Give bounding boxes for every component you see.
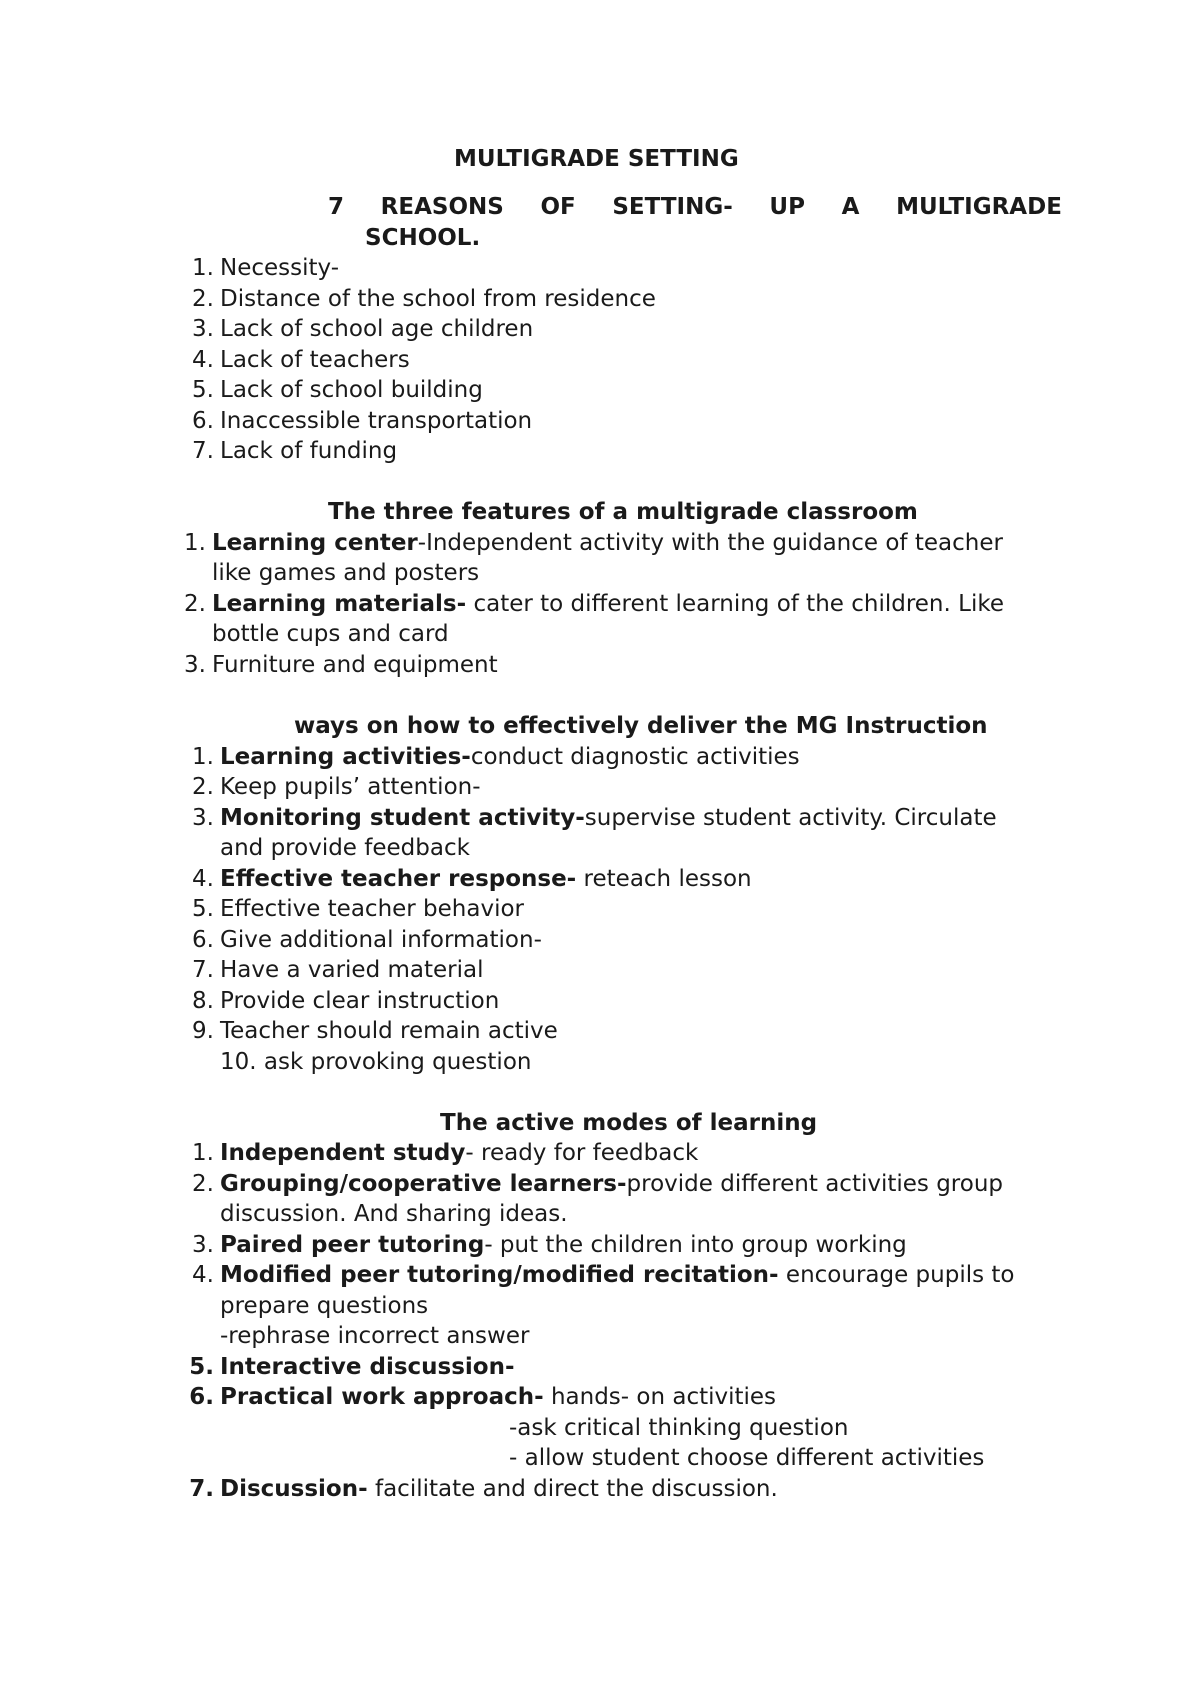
list-text: Effective teacher behavior (220, 896, 525, 922)
list-text (220, 1230, 907, 1260)
list-text: Teacher should remain active (220, 1018, 558, 1044)
item-desc: encourage pupils to (778, 1262, 1015, 1288)
list-number: 5. (192, 377, 214, 403)
list-text (220, 864, 752, 894)
list-text: Furniture and equipment (212, 652, 498, 678)
item-desc: facilitate and direct the discussion. (367, 1476, 778, 1502)
list-item (184, 1382, 777, 1412)
item-desc: - ready for feedback (465, 1140, 699, 1166)
list-text (212, 589, 1004, 619)
item-term: Effective teacher response- (220, 866, 577, 892)
list-item (184, 772, 481, 802)
list-item (184, 284, 656, 314)
list-item (184, 1352, 515, 1382)
ways-heading: ways on how to effectively deliver the MG Instruction (294, 713, 988, 739)
list-item-continuation: -rephrase incorrect answer (220, 1323, 530, 1349)
list-number: 3. (192, 316, 214, 342)
list-item-continuation: discussion. And sharing ideas. (220, 1201, 568, 1227)
list-text (220, 1352, 515, 1382)
list-item (184, 1474, 778, 1504)
list-item (184, 742, 800, 772)
list-item (184, 1230, 907, 1260)
list-text: Inaccessible transportation (220, 408, 533, 434)
list-text: Lack of school building (220, 377, 483, 403)
list-number: 2. (184, 591, 206, 617)
list-text: Keep pupils’ attention- (220, 774, 481, 800)
list-number: 5. (189, 1354, 214, 1380)
item-term: Discussion- (220, 1476, 368, 1502)
list-item (184, 986, 500, 1016)
list-number: 7. (192, 957, 214, 983)
list-number: 2. (192, 286, 214, 312)
list-number: 9. (192, 1018, 214, 1044)
item-desc: supervise student activity. Circulate (584, 805, 997, 831)
list-text: Have a varied material (220, 957, 484, 983)
list-number: 5. (192, 896, 214, 922)
item-desc: reteach lesson (576, 866, 752, 892)
list-item-continuation: bottle cups and card (212, 621, 449, 647)
list-number: 3. (192, 805, 214, 831)
list-item (176, 650, 498, 680)
list-item (184, 406, 533, 436)
heading-word: REASONS (380, 194, 504, 220)
list-item-continuation: like games and posters (212, 560, 480, 586)
item-desc: - put the children into group working (484, 1232, 907, 1258)
list-item (184, 1169, 1004, 1199)
reasons-heading (328, 192, 1062, 222)
list-item-extra: 10. ask provoking question (220, 1049, 532, 1075)
item-desc: cater to different learning of the children. Like (466, 591, 1004, 617)
list-item (184, 1260, 1015, 1290)
list-item (184, 1138, 699, 1168)
list-text (220, 1260, 1015, 1290)
list-text: Lack of teachers (220, 347, 410, 373)
list-text: Give additional information- (220, 927, 542, 953)
list-number: 4. (192, 866, 214, 892)
list-item (184, 345, 410, 375)
item-desc: hands- on activities (543, 1384, 777, 1410)
list-text (220, 1169, 1003, 1199)
list-number: 3. (184, 652, 206, 678)
list-item (184, 803, 997, 833)
list-item (184, 925, 542, 955)
item-term: Interactive discussion- (220, 1354, 515, 1380)
list-text (220, 1474, 778, 1504)
list-item (176, 589, 1004, 619)
heading-word: 7 (328, 194, 345, 220)
heading-word: A (841, 194, 860, 220)
item-term: Modified peer tutoring/modified recitation- (220, 1262, 779, 1288)
item-term: Grouping/cooperative learners- (220, 1171, 627, 1197)
list-item-sub: - allow student choose different activities (509, 1445, 985, 1471)
list-text (220, 803, 997, 833)
page-title: MULTIGRADE SETTING (454, 146, 739, 172)
heading-word: MULTIGRADE (896, 194, 1062, 220)
list-item (184, 894, 525, 924)
list-number: 6. (192, 408, 214, 434)
item-term: Learning center (212, 530, 418, 556)
list-item (184, 314, 534, 344)
item-desc: provide different activities group (626, 1171, 1004, 1197)
modes-heading: The active modes of learning (440, 1110, 818, 1136)
list-text (220, 742, 800, 772)
list-text: Necessity- (220, 255, 340, 281)
list-number: 6. (192, 927, 214, 953)
list-number: 7. (189, 1476, 214, 1502)
list-number: 1. (192, 255, 214, 281)
list-number: 6. (189, 1384, 214, 1410)
reasons-heading-line2: SCHOOL. (365, 225, 481, 251)
list-text: Lack of funding (220, 438, 398, 464)
list-number: 4. (192, 347, 214, 373)
list-text: Distance of the school from residence (220, 286, 656, 312)
list-item (184, 955, 484, 985)
item-term: Monitoring student activity- (220, 805, 585, 831)
list-item-sub: -ask critical thinking question (509, 1415, 849, 1441)
list-text: Provide clear instruction (220, 988, 500, 1014)
item-term: Learning activities- (220, 744, 471, 770)
list-number: 2. (192, 774, 214, 800)
list-number: 1. (192, 1140, 214, 1166)
list-item (184, 1016, 558, 1046)
list-number: 7. (192, 438, 214, 464)
list-number: 4. (192, 1262, 214, 1288)
list-item-continuation: and provide feedback (220, 835, 470, 861)
list-number: 2. (192, 1171, 214, 1197)
list-text (212, 528, 1003, 558)
features-heading: The three features of a multigrade classroom (328, 499, 918, 525)
list-number: 3. (192, 1232, 214, 1258)
list-item (184, 375, 483, 405)
item-term: Learning materials- (212, 591, 467, 617)
list-item (184, 253, 340, 283)
list-number: 1. (192, 744, 214, 770)
list-item (184, 864, 752, 894)
list-number: 1. (184, 530, 206, 556)
heading-word: SETTING- (612, 194, 733, 220)
list-number: 8. (192, 988, 214, 1014)
list-text (220, 1382, 776, 1412)
item-desc: -Independent activity with the guidance of teacher (417, 530, 1003, 556)
item-term: Practical work approach- (220, 1384, 544, 1410)
list-item (184, 436, 398, 466)
item-term: Independent study (220, 1140, 466, 1166)
heading-word: OF (540, 194, 576, 220)
heading-word: UP (769, 194, 805, 220)
item-term: Paired peer tutoring (220, 1232, 485, 1258)
list-text: Lack of school age children (220, 316, 534, 342)
list-item (176, 528, 1003, 558)
list-text (220, 1138, 698, 1168)
item-desc: conduct diagnostic activities (470, 744, 800, 770)
list-item-continuation: prepare questions (220, 1293, 429, 1319)
